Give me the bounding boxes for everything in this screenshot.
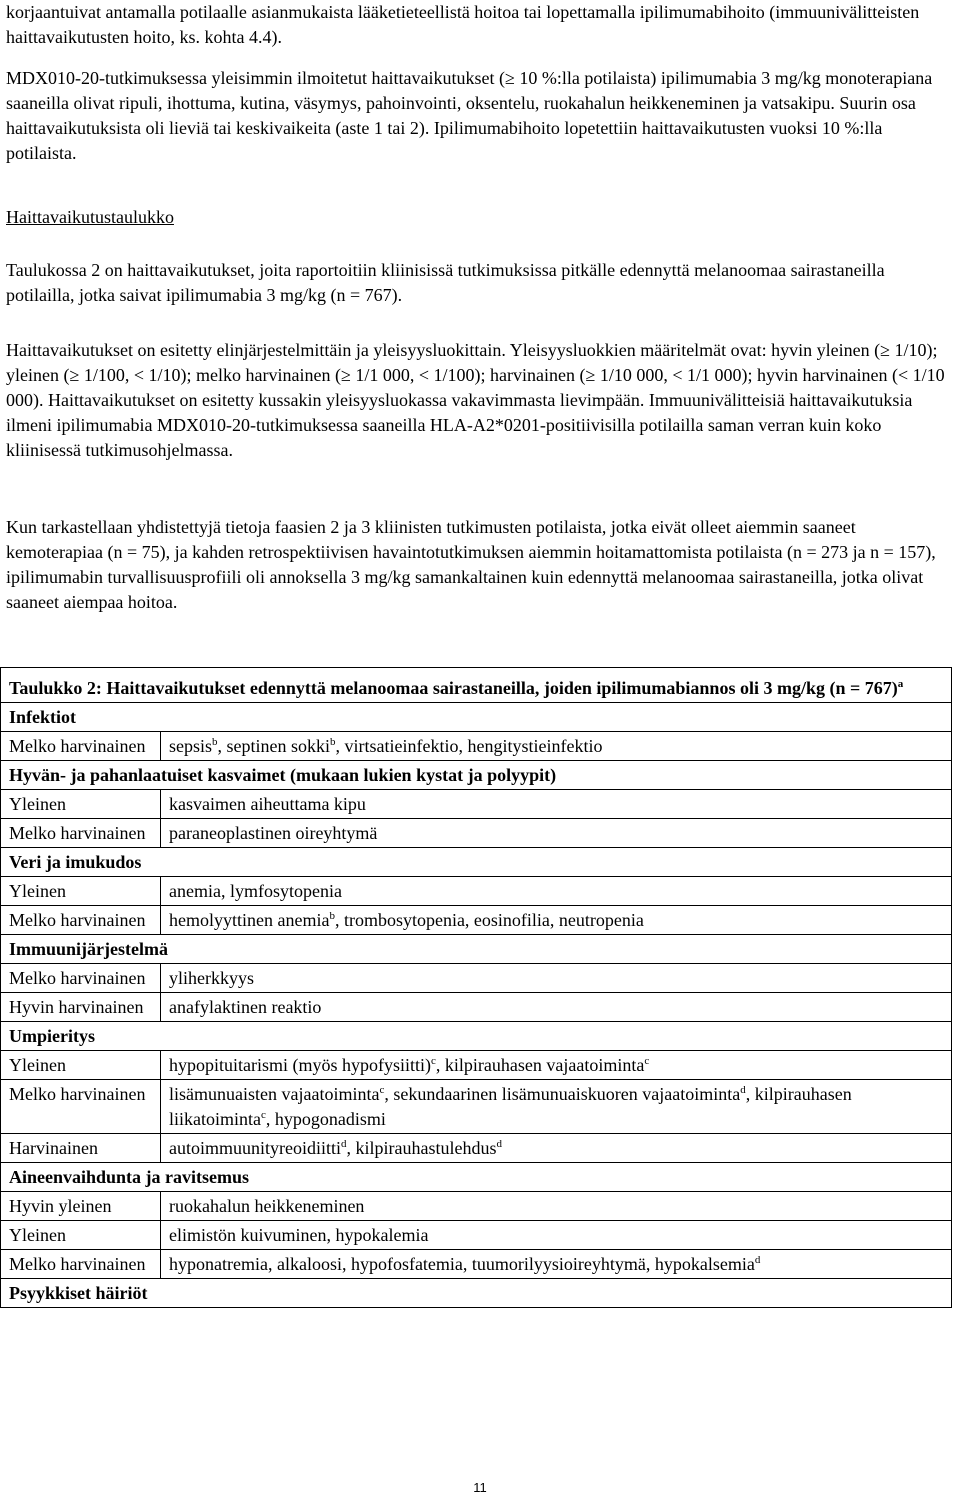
frequency-cell: Hyvin yleinen <box>1 1192 161 1221</box>
frequency-cell: Melko harvinainen <box>1 964 161 993</box>
frequency-cell: Yleinen <box>1 1051 161 1080</box>
soc-row <box>1 1022 952 1051</box>
table-row <box>1 732 952 761</box>
footnote-marker: c <box>261 1109 266 1121</box>
soc-blood: Veri ja imukudos <box>1 848 952 877</box>
reaction-cell <box>161 906 952 935</box>
freq-text-b: 1/10); yleinen ( <box>6 340 938 385</box>
table-row <box>1 993 952 1022</box>
table-row <box>1 1250 952 1279</box>
mdx-paragraph <box>6 66 954 166</box>
frequency-paragraph <box>6 338 954 463</box>
phase-paragraph: Kun tarkastellaan yhdistettyjä tietoja faasien 2 ja 3 kliinisten tutkimusten potilaista, jotka eivät olleet aiemmin saaneet kemoterapiaa (n = 75), ja kahden retrospektiivisen havaintotutkimuksen aiemmin hoitamattomista potilaista (n = 273 ja n = 157), ipilimumabin turvallisuusprofiili oli annoksella 3 mg/kg samankaltainen kuin edennyttä melanoomaa sairastaneilla, jotka olivat saaneet aiempaa hoitoa. <box>6 517 936 612</box>
table-row <box>1 1051 952 1080</box>
footnote-marker: b <box>329 910 335 922</box>
soc-row <box>1 935 952 964</box>
reaction-cell: anafylaktinen reaktio <box>161 993 952 1022</box>
page-number: 11 <box>473 1480 487 1495</box>
footnote-marker: b <box>330 736 336 748</box>
footnote-marker: c <box>644 1055 650 1067</box>
reaction-text: autoimmuunityreoidiitti <box>169 1138 341 1158</box>
reaction-cell: kasvaimen aiheuttama kipu <box>161 790 952 819</box>
footnote-marker: d <box>340 1138 347 1150</box>
reaction-text: , kilpirauhasen vajaatoiminta <box>435 1055 645 1075</box>
mdx-text-b: 10 %:lla potilaista) ipilimumabia 3 mg/kg monoterapiana saaneilla olivat ripuli, ihottuma, kutina, väsymys, pahoinvointi, oksentelu, ruokahalun heikkeneminen ja vatsakipu. Suurin osa haittavaikutuksista oli lieviä tai keskivaikeita (aste 1 tai 2). Ipilimumabihoito lopetettiin haittavaikutusten vuoksi 10 %:lla potilaista. <box>6 68 933 163</box>
reaction-text: , trombosytopenia, eosinofilia, neutropenia <box>334 910 644 930</box>
freq-text-d: 1/1 000, < 1/100); harvinainen ( <box>350 365 586 385</box>
reaction-cell <box>161 732 952 761</box>
table-row <box>1 906 952 935</box>
footnote-marker: d <box>754 1254 761 1266</box>
reaction-text: hemolyyttinen anemia <box>169 910 330 930</box>
ge-symbol: ≥ <box>69 365 80 385</box>
soc-row <box>1 1279 952 1308</box>
intro-paragraph: korjaantuivat antamalla potilaalle asianmukaista lääketieteellistä hoitoa tai lopettamalla ipilimumabihoito (immuunivälitteisten haittavaikutusten hoito, ks. kohta 4.4). <box>6 2 920 47</box>
reaction-cell <box>161 1051 952 1080</box>
reaction-text: , kilpirauhastulehdus <box>346 1138 497 1158</box>
soc-row <box>1 848 952 877</box>
table-row <box>1 964 952 993</box>
reaction-text: , hypogonadismi <box>265 1109 386 1129</box>
soc-row <box>1 703 952 732</box>
frequency-cell: Yleinen <box>1 877 161 906</box>
frequency-cell: Hyvin harvinainen <box>1 993 161 1022</box>
table-row <box>1 1134 952 1163</box>
soc-endocrine: Umpieritys <box>1 1022 952 1051</box>
reaction-text: , virtsatieinfektio, hengitystieinfektio <box>335 736 603 756</box>
footnote-marker: c <box>379 1084 385 1096</box>
section-heading: Haittavaikutustaulukko <box>6 207 174 227</box>
frequency-cell: Yleinen <box>1 790 161 819</box>
frequency-cell: Melko harvinainen <box>1 906 161 935</box>
table-row <box>1 1221 952 1250</box>
soc-row <box>1 1163 952 1192</box>
freq-text-e: 1/10 000, < 1/1 000); hyvin harvinainen (< 1/10 000). Haittavaikutukset on esitetty kussakin yleisyysluokassa vakavimmasta lievimpään. Immuunivälitteisiä haittavaikutuksia ilmeni ipilimumabia MDX010-20-tutkimuksessa saaneilla HLA-A2*0201-positiivisilla potilailla saman verran kuin koko kliinisessä tutkimusohjelmassa. <box>6 365 945 460</box>
reaction-cell: elimistön kuivuminen, hypokalemia <box>161 1221 952 1250</box>
caption-text: Taulukko 2: Haittavaikutukset edennyttä melanoomaa sairastaneilla, joiden ipilimumabiannos oli 3 mg/kg (n = 767) <box>9 678 898 698</box>
frequency-cell: Melko harvinainen <box>1 1250 161 1279</box>
frequency-cell: Yleinen <box>1 1221 161 1250</box>
soc-row <box>1 761 952 790</box>
footnote-marker: a <box>897 678 904 690</box>
table-row <box>1 790 952 819</box>
reaction-cell: ruokahalun heikkeneminen <box>161 1192 952 1221</box>
soc-neoplasms: Hyvän- ja pahanlaatuiset kasvaimet (mukaan lukien kystat ja polyypit) <box>1 761 952 790</box>
reaction-text: , kilpirauhasen liikatoiminta <box>169 1084 852 1129</box>
ge-symbol: ≥ <box>880 340 891 360</box>
soc-immune: Immuunijärjestelmä <box>1 935 952 964</box>
soc-infections: Infektiot <box>1 703 952 732</box>
soc-psychiatric: Psyykkiset häiriöt <box>1 1279 952 1308</box>
footnote-marker: b <box>212 736 218 748</box>
table-row <box>1 1192 952 1221</box>
mdx-text-a: MDX010-20-tutkimuksessa yleisimmin ilmoitetut haittavaikutukset ( <box>6 68 505 88</box>
reaction-cell: anemia, lymfosytopenia <box>161 877 952 906</box>
reaction-cell: paraneoplastinen oireyhtymä <box>161 819 952 848</box>
reaction-text: sepsis <box>169 736 213 756</box>
reaction-cell: yliherkkyys <box>161 964 952 993</box>
table-caption-row <box>1 668 952 703</box>
reaction-text: , sekundaarinen lisämunuaiskuoren vajaatoiminta <box>384 1084 741 1104</box>
frequency-cell: Harvinainen <box>1 1134 161 1163</box>
ge-symbol: ≥ <box>585 365 596 385</box>
footnote-marker: d <box>496 1138 502 1150</box>
frequency-cell: Melko harvinainen <box>1 819 161 848</box>
table-row <box>1 1080 952 1134</box>
footnote-marker: d <box>740 1084 746 1096</box>
table-row <box>1 877 952 906</box>
soc-metabolism: Aineenvaihdunta ja ravitsemus <box>1 1163 952 1192</box>
ge-symbol: ≥ <box>340 365 351 385</box>
reaction-cell <box>161 1250 952 1279</box>
table-row <box>1 819 952 848</box>
adverse-reactions-table <box>0 667 952 1308</box>
reaction-text: hypopituitarismi (myös hypofysiitti) <box>169 1055 431 1075</box>
reaction-text: , septinen sokki <box>217 736 331 756</box>
frequency-cell: Melko harvinainen <box>1 732 161 761</box>
reaction-text: lisämunuaisten vajaatoiminta <box>169 1084 380 1104</box>
table-intro-paragraph: Taulukossa 2 on haittavaikutukset, joita raportoitiin kliinisissä tutkimuksissa pitkälle edennyttä melanoomaa sairastaneilla potilailla, jotka saivat ipilimumabia 3 mg/kg (n = 767). <box>6 260 885 305</box>
footnote-marker: c <box>431 1055 436 1067</box>
reaction-cell <box>161 1080 952 1134</box>
reaction-cell <box>161 1134 952 1163</box>
frequency-cell: Melko harvinainen <box>1 1080 161 1134</box>
freq-text-c: 1/100, < 1/10); melko harvinainen ( <box>79 365 341 385</box>
reaction-text: hyponatremia, alkaloosi, hypofosfatemia, tuumorilyysioireyhtymä, hypokalsemia <box>169 1254 755 1274</box>
table-caption <box>1 668 952 703</box>
ge-symbol: ≥ <box>504 68 515 88</box>
freq-text-a: Haittavaikutukset on esitetty elinjärjestelmittäin ja yleisyysluokittain. Yleisyysluokkien määritelmät ovat: hyvin yleinen ( <box>6 340 881 360</box>
